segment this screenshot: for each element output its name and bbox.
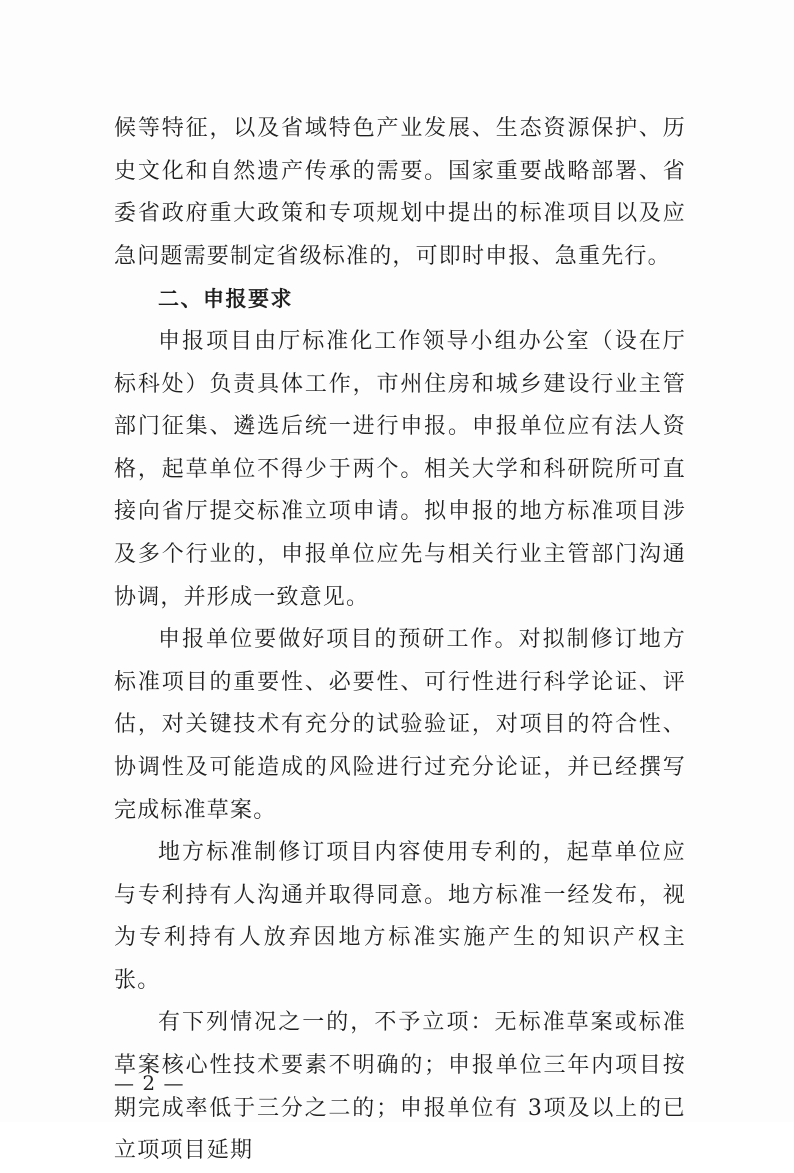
paragraph-pre-research: 申报单位要做好项目的预研工作。对拟制修订地方标准项目的重要性、必要性、可行性进行科学论证、评估，对关键技术有充分的试验验证，对项目的符合性、协调性及可能造成的风险进行过充分论证，并已经撰写完成标准草案。 (114, 627, 686, 823)
document-body (114, 108, 686, 1173)
page-number: — 2 — (114, 1071, 185, 1095)
paragraph-continuation: 候等特征，以及省域特色产业发展、生态资源保护、历史文化和自然遗产传承的需要。国家重要战略部署、省委省政府重大政策和专项规划中提出的标准项目以及应急问题需要制定省级标准的，可即时申报、急重先行。 (114, 116, 686, 269)
paragraph-rejection-conditions: 有下列情况之一的，不予立项：无标准草案或标准草案核心性技术要素不明确的；申报单位三年内项目按期完成率低于三分之二的；申报单位有 3项及以上的已立项项目延期 (114, 1010, 686, 1164)
paragraph-application-organization: 申报项目由厅标准化工作领导小组办公室（设在厅标科处）负责具体工作，市州住房和城乡建设行业主管部门征集、遴选后统一进行申报。申报单位应有法人资格，起草单位不得少于两个。相关大学和科研院所可直接向省厅提交标准立项申请。拟申报的地方标准项目涉及多个行业的，申报单位应先与相关行业主管部门沟通协调，并形成一致意见。 (114, 328, 686, 610)
paragraph-patent: 地方标准制修订项目内容使用专利的，起草单位应与专利持有人沟通并取得同意。地方标准一经发布，视为专利持有人放弃因地方标准实施产生的知识产权主张。 (114, 840, 686, 993)
section-heading: 二、申报要求 (158, 287, 293, 312)
